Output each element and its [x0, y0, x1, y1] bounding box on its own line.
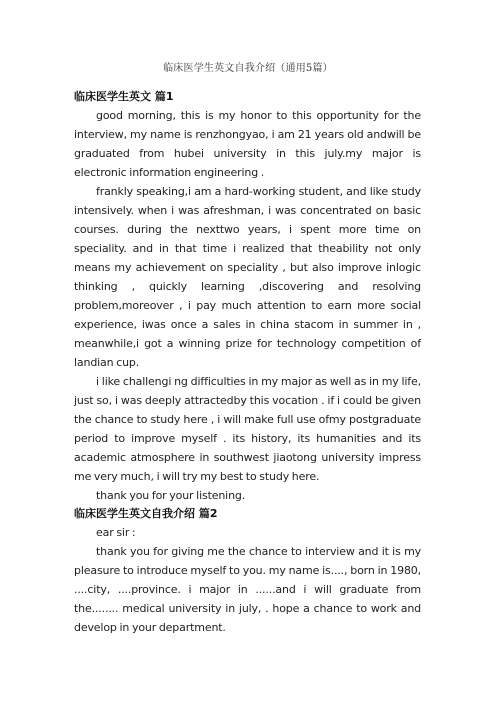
paragraph: good morning, this is my honor to this opportunity for the interview, my name is renzhongyao, i am 21 years old andwill be graduated from hubei university in this july.my major is electronic information engineering .	[74, 109, 421, 179]
paragraph: thank you for your listening.	[96, 489, 246, 502]
document-body	[74, 88, 421, 637]
paragraph: frankly speaking,i am a hard-working student, and like study intensively. when i was afreshman, i was concentrated on basic courses. during the nexttwo years, i spent more time on speciality. and in that time i realized that theability not only means my achievement on speciality , but also improve inlogic thinking , quickly learning ,discovering and resolving problem,moreover , i pay much attention to earn more social experience, iwas once a sales in china stacom in summer in , meanwhile,i got a winning prize for technology competition of landian cup.	[74, 185, 421, 369]
paragraph: i like challengi ng difficulties in my major as well as in my life, just so, i was deeply attractedby this vocation . if i could be given the chance to study here , i will make full use ofmy postgraduate period to improve myself . its history, its humanities and its academic atmosphere in southwest jiaotong university impress me very much, i will try my best to study here.	[74, 375, 421, 483]
section-heading: 临床医学生英文自我介绍 篇2	[74, 507, 218, 520]
paragraph: thank you for giving me the chance to interview and it is my pleasure to introduce myself to you. my name is...., born in 1980, ....city, ....province. i major in ......and i will graduate from the........ medical university in july, . hope a chance to work and develop in your department.	[74, 545, 421, 634]
section-heading: 临床医学生英文 篇1	[74, 90, 174, 103]
section-1	[74, 88, 421, 505]
document-title: 临床医学生英文自我介绍（通用5篇）	[163, 63, 333, 74]
paragraph: ear sir :	[96, 526, 136, 539]
section-2	[74, 505, 421, 637]
